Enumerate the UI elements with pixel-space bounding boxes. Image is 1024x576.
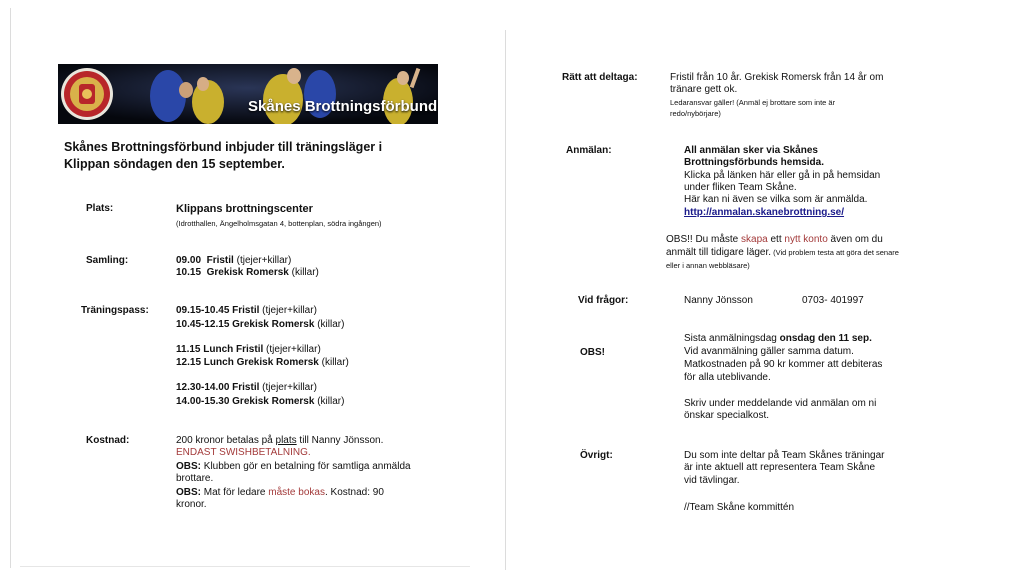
obs-text: Klubben gör en betalning för samtliga anmälda bbox=[201, 461, 411, 472]
ratt-line-1: Fristil från 10 år. Grekisk Romersk från 14 år om bbox=[670, 72, 884, 83]
pass-who: (tjejer+killar) bbox=[262, 382, 317, 393]
kostnad-label: Kostnad: bbox=[86, 435, 130, 446]
kostnad-text: 200 kronor betalas på bbox=[176, 435, 276, 446]
samling-label: Samling: bbox=[86, 255, 129, 266]
obs-label-right: OBS! bbox=[580, 347, 605, 358]
obs-account-line-2 bbox=[666, 247, 899, 258]
samling-who: (killar) bbox=[291, 267, 319, 278]
anmalan-t3: Här kan ni även se vilka som är anmälda. bbox=[684, 194, 868, 205]
obs-account-text: ett bbox=[767, 234, 785, 245]
obs-line-5: Skriv under meddelande vid anmälan om ni bbox=[684, 398, 877, 409]
ovrigt-line-2: är inte aktuell att representera Team Skåne bbox=[684, 462, 876, 473]
kostnad-text: till Nanny Jönsson. bbox=[296, 435, 384, 446]
obs-line-3: Matkostnaden på 90 kr kommer att debiteras bbox=[684, 359, 883, 370]
obs-label: OBS: bbox=[176, 487, 201, 498]
ratt-small-2: redo/nybörjare) bbox=[670, 109, 721, 118]
kostnad-obs-1b: brottare. bbox=[176, 473, 214, 484]
page-divider bbox=[505, 30, 506, 570]
plats-address: (Idrotthallen, Ängelholmsgatan 4, bottenplan, södra ingången) bbox=[176, 219, 382, 228]
pass-time: 11.15 Lunch Fristil bbox=[176, 344, 264, 355]
intro-line-2: Klippan söndagen den 15 september. bbox=[64, 157, 285, 171]
samling-time: 10.15 bbox=[176, 267, 202, 278]
plats-label: Plats: bbox=[86, 203, 114, 214]
samling-row-1 bbox=[176, 255, 291, 266]
ovrigt-label: Övrigt: bbox=[580, 450, 613, 461]
anmalan-t2: under fliken Team Skåne. bbox=[684, 182, 797, 193]
pass-time: 14.00-15.30 Grekisk Romersk bbox=[176, 396, 315, 407]
ratt-line-2: tränare gett ok. bbox=[670, 84, 738, 95]
ovrigt-line-1: Du som inte deltar på Team Skånes träningar bbox=[684, 450, 885, 461]
pass-row bbox=[176, 396, 344, 407]
obs-account-text: anmält till tidigare läger. bbox=[666, 247, 772, 258]
ratt-label: Rätt att deltaga: bbox=[562, 72, 638, 83]
obs-line-2: Vid avanmälning gäller samma datum. bbox=[684, 346, 854, 357]
pass-who: (killar) bbox=[317, 396, 345, 407]
kostnad-line-1 bbox=[176, 435, 383, 446]
kostnad-obs-2 bbox=[176, 487, 384, 498]
banner-title: Skånes Brottningsförbund bbox=[248, 98, 438, 115]
left-page-edge bbox=[10, 8, 11, 568]
banner-image bbox=[58, 64, 438, 124]
plats-name: Klippans brottningscenter bbox=[176, 203, 313, 215]
anmalan-t1: Klicka på länken här eller gå in på hemsidan bbox=[684, 170, 881, 181]
obs-text: Sista anmälningsdag bbox=[684, 333, 780, 344]
pass-row bbox=[176, 344, 321, 355]
samling-who: (tjejer+killar) bbox=[236, 255, 292, 266]
ratt-small-1: Ledaransvar gäller! (Anmäl ej brottare som inte är bbox=[670, 98, 836, 107]
federation-emblem bbox=[61, 68, 113, 120]
samling-time: 09.00 bbox=[176, 255, 202, 266]
pass-time: 12.15 Lunch Grekisk Romersk bbox=[176, 357, 319, 368]
obs-account-red: nytt konto bbox=[784, 234, 828, 245]
signature: //Team Skåne kommittén bbox=[684, 502, 795, 513]
pass-who: (killar) bbox=[321, 357, 349, 368]
obs-account-text: OBS!! Du måste bbox=[666, 234, 742, 245]
obs-line-6: önskar specialkost. bbox=[684, 410, 770, 421]
obs-red-text: måste bokas bbox=[268, 487, 325, 498]
obs-label: OBS: bbox=[176, 461, 201, 472]
pass-time: 09.15-10.45 Fristil bbox=[176, 305, 260, 316]
bottom-edge bbox=[20, 566, 470, 567]
pass-row bbox=[176, 382, 317, 393]
obs-account-text: även om du bbox=[827, 234, 883, 245]
pass-who: (tjejer+killar) bbox=[266, 344, 321, 355]
samling-row-2 bbox=[176, 267, 319, 278]
pass-row bbox=[176, 357, 349, 368]
obs-deadline: onsdag den 11 sep. bbox=[779, 333, 872, 344]
kostnad-obs-1 bbox=[176, 461, 411, 472]
obs-account-small-2: eller i annan webbläsare) bbox=[666, 261, 750, 270]
obs-text: Mat för ledare bbox=[201, 487, 269, 498]
banner bbox=[58, 64, 438, 124]
intro-line-1: Skånes Brottningsförbund inbjuder till träningsläger i bbox=[64, 140, 383, 154]
obs-line-4: för alla uteblivande. bbox=[684, 372, 771, 383]
pass-time: 10.45-12.15 Grekisk Romersk bbox=[176, 319, 315, 330]
obs-account-red: skapa bbox=[741, 234, 768, 245]
fragor-phone: 0703- 401997 bbox=[802, 295, 864, 306]
pass-who: (killar) bbox=[317, 319, 345, 330]
pass-time: 12.30-14.00 Fristil bbox=[176, 382, 260, 393]
fragor-name: Nanny Jönsson bbox=[684, 295, 753, 306]
anmalan-b2: Brottningsförbunds hemsida. bbox=[684, 157, 824, 168]
samling-style: Fristil bbox=[206, 255, 234, 266]
fragor-label: Vid frågor: bbox=[578, 295, 629, 306]
samling-style: Grekisk Romersk bbox=[206, 267, 289, 278]
kostnad-obs-2b: kronor. bbox=[176, 499, 207, 510]
anmalan-label: Anmälan: bbox=[566, 145, 612, 156]
swish-notice: ENDAST SWISHBETALNING. bbox=[176, 447, 311, 458]
kostnad-plats: plats bbox=[275, 435, 297, 446]
ovrigt-line-3: vid tävlingar. bbox=[684, 475, 740, 486]
anmalan-b1: All anmälan sker via Skånes bbox=[684, 145, 818, 156]
anmalan-link[interactable]: http://anmalan.skanebrottning.se/ bbox=[684, 207, 845, 218]
pass-row bbox=[176, 319, 344, 330]
obs-account-line-1 bbox=[666, 234, 883, 245]
pass-who: (tjejer+killar) bbox=[262, 305, 317, 316]
obs-account-small: (Vid problem testa att göra det senare bbox=[771, 248, 899, 257]
pass-row bbox=[176, 305, 317, 316]
obs-line-1 bbox=[684, 333, 872, 344]
obs-text: . Kostnad: 90 bbox=[324, 487, 384, 498]
traningspass-label: Träningspass: bbox=[81, 305, 149, 316]
